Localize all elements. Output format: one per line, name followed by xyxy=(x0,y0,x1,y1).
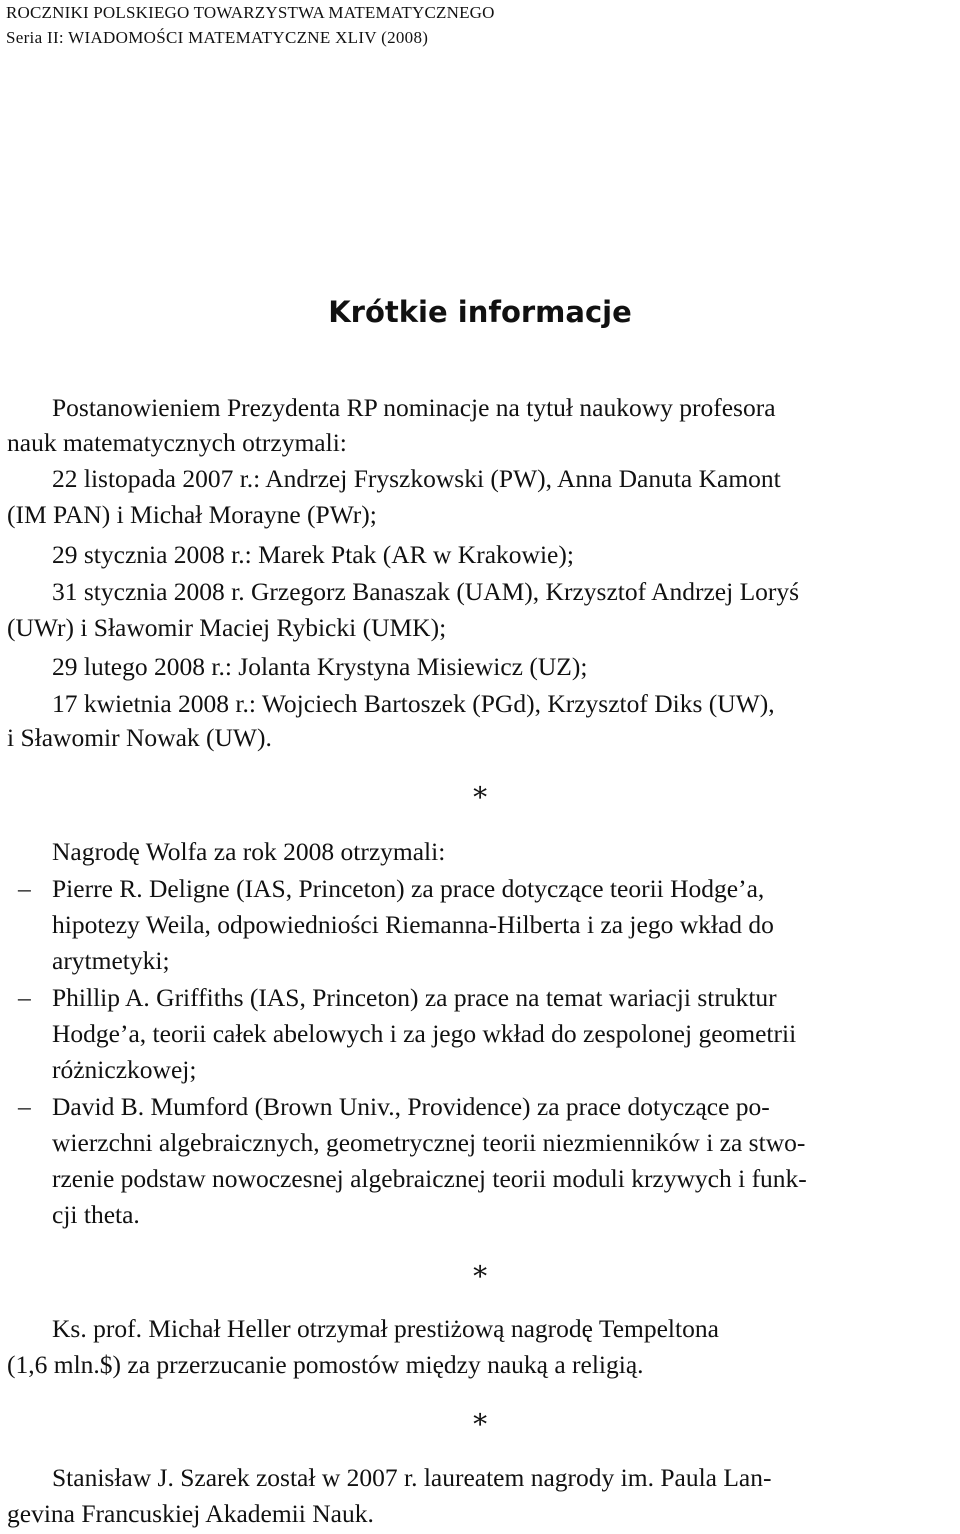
section-separator: ∗ xyxy=(470,1256,490,1287)
page-title: Krótkie informacje xyxy=(328,295,632,329)
paragraph-line: 29 lutego 2008 r.: Jolanta Krystyna Misiewicz (UZ); xyxy=(52,652,588,681)
paragraph-line: gevina Francuskiej Akademii Nauk. xyxy=(7,1499,374,1528)
list-item-line: cji theta. xyxy=(52,1200,140,1229)
list-item-line: Pierre R. Deligne (IAS, Princeton) za prace dotyczące teorii Hodge’a, xyxy=(52,874,765,903)
list-item-line: Hodge’a, teorii całek abelowych i za jego wkład do zespolonej geometrii xyxy=(52,1019,797,1048)
paragraph-line: 31 stycznia 2008 r. Grzegorz Banaszak (UAM), Krzysztof Andrzej Loryś xyxy=(52,577,800,606)
paragraph-line: (IM PAN) i Michał Morayne (PWr); xyxy=(7,500,377,529)
paragraph-line: Nagrodę Wolfa za rok 2008 otrzymali: xyxy=(52,837,446,866)
section-separator: ∗ xyxy=(470,777,490,808)
list-item-line: Phillip A. Griffiths (IAS, Princeton) za prace na temat wariacji struktur xyxy=(52,983,777,1012)
list-dash: – xyxy=(18,983,31,1012)
list-item-line: hipotezy Weila, odpowiedniości Riemanna-Hilberta i za jego wkład do xyxy=(52,910,774,939)
paragraph-line: i Sławomir Nowak (UW). xyxy=(7,723,272,752)
paragraph-line: 22 listopada 2007 r.: Andrzej Fryszkowski (PW), Anna Danuta Kamont xyxy=(52,464,781,493)
paragraph-line: Postanowieniem Prezydenta RP nominacje na tytuł naukowy profesora xyxy=(52,393,776,422)
journal-name: ROCZNIKI POLSKIEGO TOWARZYSTWA MATEMATYCZNEGO xyxy=(6,3,495,22)
running-head xyxy=(6,2,495,49)
paragraph-line: (UWr) i Sławomir Maciej Rybicki (UMK); xyxy=(7,613,447,642)
paragraph-line: (1,6 mln.$) za przerzucanie pomostów między nauką a religią. xyxy=(7,1350,644,1379)
journal-series: Seria II: WIADOMOŚCI MATEMATYCZNE XLIV (2008) xyxy=(6,28,429,47)
section-separator: ∗ xyxy=(470,1404,490,1435)
list-dash: – xyxy=(18,874,31,903)
list-item-line: rzenie podstaw nowoczesnej algebraicznej teorii moduli krzywych i funk- xyxy=(52,1164,807,1193)
paragraph-line: nauk matematycznych otrzymali: xyxy=(7,428,347,457)
paragraph-line: 17 kwietnia 2008 r.: Wojciech Bartoszek (PGd), Krzysztof Diks (UW), xyxy=(52,689,775,718)
list-item-line: David B. Mumford (Brown Univ., Providence) za prace dotyczące po- xyxy=(52,1092,770,1121)
list-item-line: różniczkowej; xyxy=(52,1055,197,1084)
list-item-line: wierzchni algebraicznych, geometrycznej teorii niezmienników i za stwo- xyxy=(52,1128,806,1157)
paragraph-line: Ks. prof. Michał Heller otrzymał prestiżową nagrodę Tempeltona xyxy=(52,1314,719,1343)
list-dash: – xyxy=(18,1092,31,1121)
list-item-line: arytmetyki; xyxy=(52,946,170,975)
paragraph-line: 29 stycznia 2008 r.: Marek Ptak (AR w Krakowie); xyxy=(52,540,574,569)
paragraph-line: Stanisław J. Szarek został w 2007 r. laureatem nagrody im. Paula Lan- xyxy=(52,1463,772,1492)
